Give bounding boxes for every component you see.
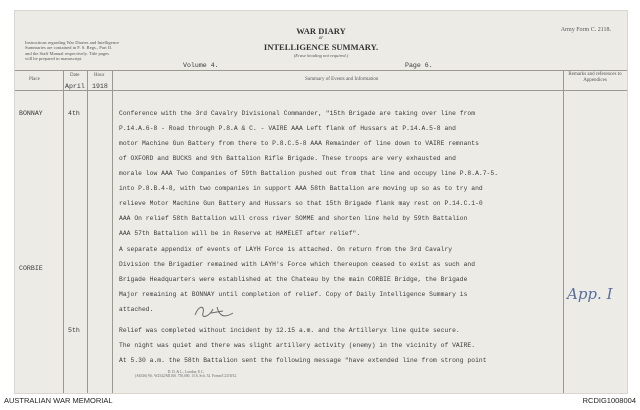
summary-line: A separate appendix of events of LAYH Force is attached. On return from the 3rd Cavalry bbox=[119, 246, 453, 253]
signature-mark bbox=[193, 301, 237, 323]
date-month: April bbox=[65, 83, 85, 90]
date-year: 1918 bbox=[92, 83, 108, 90]
col-header-date: Date bbox=[70, 73, 80, 78]
summary-line: Relief was completed without incident by 12.15 a.m. and the Artilleryx line quite secure. bbox=[119, 327, 460, 334]
col-header-place: Place bbox=[29, 77, 40, 82]
erase-note: (Erase heading not required.) bbox=[293, 53, 349, 58]
imprint-line: D. D. & L., London, E.C. bbox=[167, 370, 205, 374]
title-intelligence-summary: INTELLIGENCE SUMMARY. bbox=[263, 42, 379, 52]
date-4th: 4th bbox=[68, 110, 80, 117]
army-form-label: Army Form C. 2118. bbox=[560, 27, 611, 33]
header-top-rule bbox=[15, 70, 627, 71]
volume-label: Volume 4. bbox=[183, 62, 219, 69]
summary-line: attached. bbox=[119, 306, 154, 313]
col-divider-remarks bbox=[563, 70, 564, 393]
summary-line: At 5.30 a.m. the 58th Battalion sent the following message "have extended line from strong point bbox=[119, 357, 487, 364]
instruction-line: and the Staff Manual respectively. Title pages bbox=[25, 50, 109, 56]
col-divider-date bbox=[87, 70, 88, 393]
instruction-line: will be prepared in manuscript. bbox=[25, 56, 83, 62]
summary-line: relieve Motor Machine Gun Battery and Hussars so that 15th Brigade flank may rest on P.14.C.1-0 bbox=[119, 200, 483, 207]
summary-line: Division the Brigadier remained with LAYH's Force which thereupon ceased to exist as such and bbox=[119, 261, 476, 268]
col-divider-hour bbox=[112, 70, 113, 393]
summary-line: AAA 57th Battalion will be in Reserve at HAMELET after relief". bbox=[119, 230, 361, 237]
col-header-remarks: Remarks and references to Appendices bbox=[568, 72, 622, 83]
summary-line: The night was quiet and there was slight artillery activity (enemy) in the vicinity of VAIRE. bbox=[119, 342, 476, 349]
summary-line: Brigade Headquarters were established at the Chateau by the main CORBIE Bridge, the Brigade bbox=[119, 276, 468, 283]
title-war-diary: WAR DIARY bbox=[296, 26, 346, 36]
col-header-hour: Hour bbox=[94, 73, 105, 78]
instruction-line: Summaries are contained in F. S. Regs., Part II. bbox=[25, 45, 113, 51]
place-bonnay: BONNAY bbox=[19, 110, 43, 117]
date-5th: 5th bbox=[68, 327, 80, 334]
page-label: Page 6. bbox=[405, 62, 433, 69]
printer-imprint bbox=[135, 370, 237, 379]
footer-archive-name: AUSTRALIAN WAR MEMORIAL bbox=[4, 396, 113, 405]
header-bottom-rule bbox=[15, 90, 627, 91]
col-header-summary: Summary of Events and Information bbox=[305, 77, 379, 82]
summary-line: AAA On relief 58th Battalion will cross river SOMME and shorten line held by 59th Battalion bbox=[119, 215, 468, 222]
title-or: or bbox=[318, 36, 324, 41]
imprint-line: (A6336) Wt. W2542/M1160. 750,000. 1/16. Sch. 52. Forms/C2118/12. bbox=[135, 374, 238, 379]
summary-line: morale low AAA Two Companies of 59th Battalion pushed out from that line and occupy line P.8.A.7-5. bbox=[119, 170, 499, 177]
summary-line: P.14.A.6-8 - Road through P.8.A & C. - VAIRE AAA Left flank of Hussars at P.14.A.5-8 and bbox=[119, 125, 456, 132]
summary-line: of OXFORD and BUCKS and 9th Battalion Rifle Brigade. These troops are very exhausted and bbox=[119, 155, 456, 162]
footer-record-id: RCDIG1008004 bbox=[582, 396, 636, 405]
summary-line: Major remaining at BONNAY until completion of relief. Copy of Daily Intelligence Summary is bbox=[119, 291, 468, 298]
diary-page bbox=[14, 10, 628, 394]
instruction-line: Instructions regarding War Diaries and Intelligence bbox=[25, 40, 120, 45]
summary-line: Conference with the 3rd Cavalry Divisional Commander, "15th Brigade are taking over line from bbox=[119, 110, 476, 117]
place-corbie: CORBIE bbox=[19, 265, 43, 272]
summary-line: motor Machine Gun Battery from there to P.8.C.5-8 AAA Remainder of line down to VAIRE remnants bbox=[119, 140, 479, 147]
appendix-annotation: App. I bbox=[567, 285, 613, 303]
col-divider-place bbox=[63, 70, 64, 393]
summary-line: into P.8.B.4-8, with two companies in support AAA 58th Battalion are moving up so as to try and bbox=[119, 185, 483, 192]
